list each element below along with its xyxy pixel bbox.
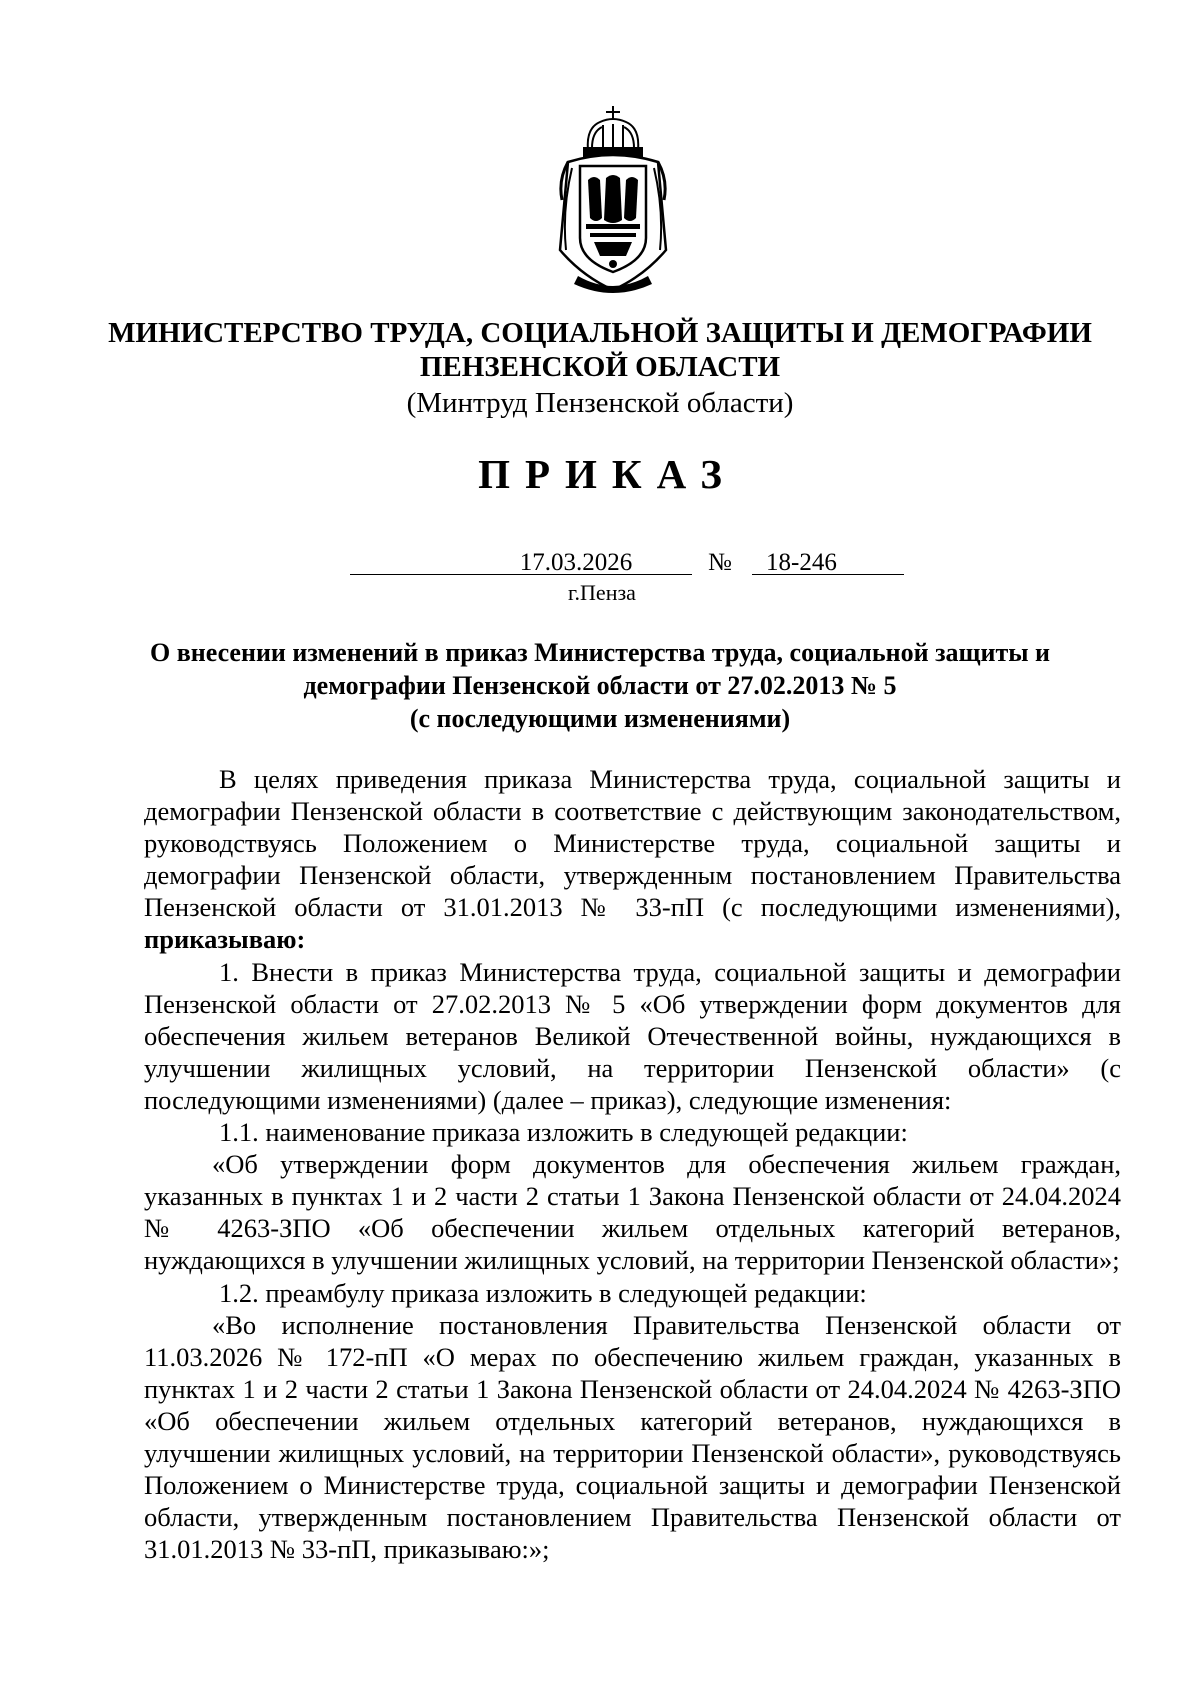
coat-of-arms-icon xyxy=(548,100,678,295)
clause-1-1: 1.1. наименование приказа изложить в следующей редакции: xyxy=(219,1117,908,1148)
document-city: г.Пенза xyxy=(568,580,636,605)
subject-line1: О внесении изменений в приказ Министерства труда, социальной защиты и xyxy=(149,638,1051,667)
number-sign: № xyxy=(708,549,732,576)
preamble-order-word: приказываю: xyxy=(144,924,306,955)
clause-1-2: 1.2. преамбулу приказа изложить в следующей редакции: xyxy=(219,1277,867,1308)
clause-1: 1. Внести в приказ Министерства труда, социальной защиты и демографии Пензенской области от 27.02.2013 № 5 «Об утверждении форм документов для обеспечения жильем ветеранов Великой Отечественной войны, нуждающихся в улучшении жилищных условий, на территории Пензенской области» (с последующими изменениями) (далее – приказ), следующие изменения: xyxy=(144,956,1121,1115)
ministry-name-line2: ПЕНЗЕНСКОЙ ОБЛАСТИ xyxy=(419,351,781,383)
ministry-short-name: (Минтруд Пензенской области) xyxy=(406,387,794,419)
preamble-text: В целях приведения приказа Министерства труда, социальной защиты и демографии Пензенской области в соответствие с действующим законодательством, руководствуясь Положением о Министерстве труда, социальной защиты и демографии Пензенской области, утвержденным постановлением Правительства Пензенской области от 31.01.2013 № 33-пП (с последующими изменениями), xyxy=(144,764,1121,923)
document-number: 18-246 xyxy=(752,551,904,575)
preamble-paragraph xyxy=(144,763,1121,956)
document-type-title: ПРИКАЗ xyxy=(478,451,737,497)
document-date: 17.03.2026 xyxy=(350,551,692,575)
clause-1-1-quote: «Об утверждении форм документов для обеспечения жильем граждан, указанных в пунктах 1 и 2 части 2 статьи 1 Закона Пензенской области от 24.04.2024 № 4263-ЗПО «Об обеспечении жильем отдельных категорий ветеранов, нуждающихся в улучшении жилищных условий, на территории Пензенской области»; xyxy=(144,1149,1121,1276)
clause-1-2-quote: «Во исполнение постановления Правительства Пензенской области от 11.03.2026 № 172-пП «О мерах по обеспечению жильем граждан, указанных в пунктах 1 и 2 части 2 статьи 1 Закона Пензенской области от 24.04.2024 № 4263-ЗПО «Об обеспечении жильем отдельных категорий ветеранов, нуждающихся в улучшении жилищных условий, на территории Пензенской области», руководствуясь Положением о Министерстве труда, социальной защиты и демографии Пензенской области, утвержденным постановлением Правительства Пензенской области от 31.01.2013 № 33-пП, приказываю:»; xyxy=(144,1309,1121,1565)
subject-line3: (с последующими изменениями) xyxy=(409,704,791,733)
document-body xyxy=(144,763,1121,1565)
subject-line2: демографии Пензенской области от 27.02.2013 № 5 xyxy=(303,671,897,700)
ministry-name-line1: МИНИСТЕРСТВО ТРУДА, СОЦИАЛЬНОЙ ЗАЩИТЫ И ДЕМОГРАФИИ xyxy=(108,317,1092,349)
